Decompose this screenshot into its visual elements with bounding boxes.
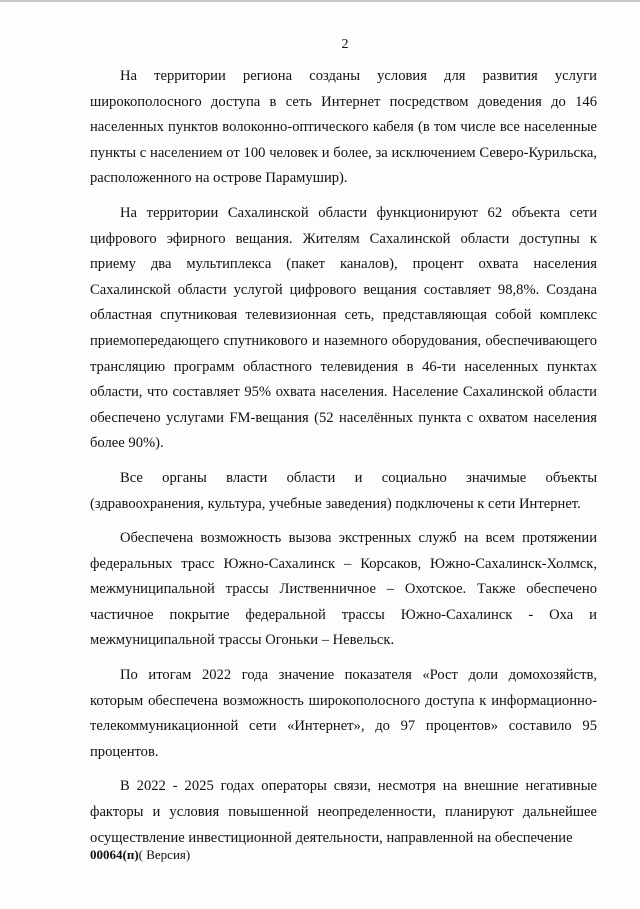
document-body (90, 64, 597, 860)
footer-document-code: 00064(п) (90, 847, 139, 862)
page-top-border (0, 0, 640, 2)
paragraph-authorities-internet: Все органы власти области и социально значимые объекты (здравоохранения, культура, учебные заведения) подключены к сети Интернет. (90, 469, 597, 512)
paragraph-digital-broadcasting: На территории Сахалинской области функционируют 62 объекта сети цифрового эфирного вещания. Жителям Сахалинской области доступны к приему два мультиплекса (пакет каналов), процент охвата населения Сахалинской области услугой цифрового вещания составляет 98,8%. Создана областная спутниковая телевизионная сеть, представляющая собой комплекс приемопередающего спутникового и наземного оборудования, обеспечивающего трансляцию программ областного телевидения в 46-ти населенных пунктах области, что составляет 95% охвата населения. Население Сахалинской области обеспечено услугами FM-вещания (52 населённых пункта с охватом населения более 90%). (90, 204, 597, 452)
paragraph-indicator-2022: По итогам 2022 года значение показателя «Рост доли домохозяйств, которым обеспечена возможность широкополосного доступа к информационно-телекоммуникационной сети «Интернет», до 97 процентов» составило 95 процентов. (90, 667, 597, 760)
document-footer (90, 846, 190, 864)
footer-version: ( Версия) (138, 847, 191, 862)
paragraph-broadband: На территории региона созданы условия для развития услуги широкополосного доступа в сеть Интернет посредством доведения до 146 населенных пунктов волоконно-оптического кабеля (в том числе все населенные пункты с населением от 100 человек и более, за исключением Северо-Курильска, расположенного на острове Парамушир). (90, 68, 597, 187)
page-number: 2 (341, 37, 349, 52)
paragraph-operators-plans: В 2022 - 2025 годах операторы связи, несмотря на внешние негативные факторы и условия повышенной неопределенности, планируют дальнейшее осуществление инвестиционной деятельности, направленной на обеспечение (90, 778, 597, 846)
paragraph-emergency-services: Обеспечена возможность вызова экстренных служб на всем протяжении федеральных трасс Южно-Сахалинск – Корсаков, Южно-Сахалинск-Холмск, межмуниципальной трассы Лиственничное – Охотское. Также обеспечено частичное покрытие федеральной трассы Южно-Сахалинск - Оха и межмуниципальной трассы Огоньки – Невельск. (90, 530, 597, 649)
